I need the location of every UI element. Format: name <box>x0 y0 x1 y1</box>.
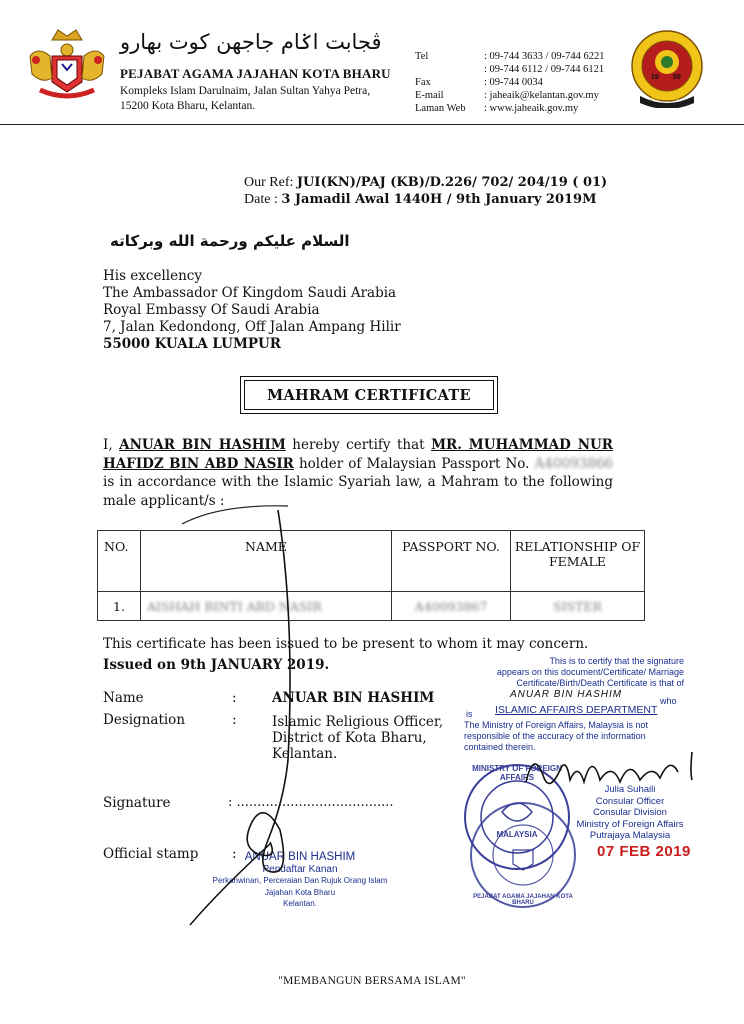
signature-line: : ...................................... <box>228 795 394 810</box>
para-text: is in accordance with the Islamic Syariah law, a Mahram to the following male applicant/s : <box>103 474 613 509</box>
stamp-colon: : <box>232 846 237 862</box>
certifier-name: ANUAR BIN HASHIM <box>119 437 286 453</box>
footer-motto: "MEMBANGUN BERSAMA ISLAM" <box>278 975 466 987</box>
designation-label: Designation <box>103 712 186 728</box>
addressee-block <box>103 268 401 353</box>
stamp-line: Kelantan. <box>283 899 317 908</box>
addressee-line: 7, Jalan Kedondong, Off Jalan Ampang Hilir <box>103 319 401 335</box>
header-divider <box>0 124 744 125</box>
officer-title: Consular Division <box>593 807 667 818</box>
office-name-jawi: ڤجابت اݢام جاجهن كوت بهارو <box>120 30 382 54</box>
contact-value: : 09-744 0034 <box>484 77 543 88</box>
seal-inner-text: MALAYSIA <box>496 830 538 839</box>
designation-line: District of Kota Bharu, <box>272 730 427 746</box>
addressee-line: 55000 KUALA LUMPUR <box>103 336 282 352</box>
mofa-who: who <box>660 696 677 706</box>
certificate-title: MAHRAM CERTIFICATE <box>244 380 494 410</box>
issued-prefix: Issued on <box>103 657 181 673</box>
cell-no: 1. <box>98 592 141 621</box>
cell-passport: A40093867 <box>392 592 511 621</box>
state-crest-logo <box>22 26 112 104</box>
designation-line: Islamic Religious Officer, <box>272 714 444 730</box>
jaheaik-emblem <box>630 28 704 108</box>
para-text: hereby certify that <box>292 437 432 453</box>
cell-relationship: SISTER <box>511 592 645 621</box>
round-stamp-text: PEJABAT AGAMA JAJAHAN KOTA BHARU <box>473 894 573 906</box>
ref-value: JUI(KN)/PAJ (KB)/D.226/ 702/ 204/19 ( 01) <box>296 175 608 190</box>
mofa-handwritten-name: ANUAR BIN HASHIM <box>510 689 623 700</box>
address-line: 15200 Kota Bharu, Kelantan. <box>120 100 256 112</box>
contact-row <box>415 50 604 63</box>
mofa-certification <box>464 656 684 689</box>
consular-officer-block <box>560 784 700 842</box>
mofa-line: appears on this document/Certificate/ Marriage <box>496 667 684 677</box>
mofa-department: ISLAMIC AFFAIRS DEPARTMENT <box>495 704 658 716</box>
para-text: I, <box>103 437 113 453</box>
contact-value: : jaheaik@kelantan.gov.my <box>484 90 599 101</box>
col-header-name: NAME <box>141 531 392 592</box>
designation-colon: : <box>232 712 237 728</box>
emblem-year-left: 19 <box>651 74 659 81</box>
reference-block <box>244 174 607 208</box>
emblem-year-right: 50 <box>673 74 681 81</box>
office-name: PEJABAT AGAMA JAJAHAN KOTA BHARU <box>120 66 391 81</box>
passport-number-redacted: A40093866 <box>534 455 614 472</box>
contact-value: : www.jaheaik.gov.my <box>484 103 579 114</box>
certifier-signature <box>160 500 310 940</box>
officer-title: Ministry of Foreign Affairs <box>576 818 684 830</box>
mofa-is: is <box>466 709 473 719</box>
officer-name: Julia Suhaili <box>604 784 656 795</box>
addressee-line: Royal Embassy Of Saudi Arabia <box>103 302 320 318</box>
mahram-name-cont: HAFIDZ BIN ABD NASIR <box>103 455 294 472</box>
date-label: Date : <box>244 192 282 207</box>
col-header-passport: PASSPORT NO. <box>392 531 511 592</box>
addressee-line: His excellency <box>103 268 202 284</box>
ref-label: Our Ref: <box>244 175 297 190</box>
mofa-date-stamp: 07 FEB 2019 <box>597 843 691 860</box>
issued-date: 9th JANUARY 2019. <box>180 657 330 673</box>
certificate-title-box <box>240 376 498 414</box>
contact-row <box>415 89 604 102</box>
contact-label: E-mail <box>415 90 444 101</box>
mahram-name: MR. MUHAMMAD NUR <box>431 437 614 453</box>
signature-label: Signature <box>103 795 171 811</box>
issued-statement: This certificate has been issued to be present to whom it may concern. <box>103 636 589 652</box>
contact-row <box>415 76 604 89</box>
name-label: Name <box>103 690 144 706</box>
salam-greeting: السلام عليكم ورحمة الله وبركاته <box>110 232 350 250</box>
date-value: 3 Jamadil Awal 1440H / 9th January 2019M <box>281 192 597 207</box>
date-line <box>244 191 607 208</box>
office-address <box>120 84 370 114</box>
officer-title: Putrajaya Malaysia <box>589 830 671 841</box>
contact-label: Tel <box>415 51 429 62</box>
contact-row <box>415 102 604 115</box>
address-line: Kompleks Islam Darulnaim, Jalan Sultan Yahya Petra, <box>120 85 371 97</box>
contact-block <box>415 50 604 115</box>
stamp-line: Perkahwinan, Perceraian Dan Rujuk Orang Islam <box>212 876 388 885</box>
contact-label: Laman Web <box>415 103 466 114</box>
mofa-line: The Ministry of Foreign Affairs, Malaysia is not <box>464 720 648 730</box>
stamp-line: Pendaftar Kanan <box>262 863 338 875</box>
col-header-no: NO. <box>98 531 141 592</box>
contact-row <box>415 63 604 76</box>
seal-outer-text: MINISTRY OF FOREIGN AFFAIRS <box>472 764 562 782</box>
contact-label <box>415 63 472 76</box>
mofa-line: contained therein. <box>464 742 536 752</box>
contact-value: : 09-744 3633 / 09-744 6221 <box>484 51 605 62</box>
mofa-line: This is to certify that the signature <box>549 656 684 666</box>
ref-line <box>244 174 607 191</box>
contact-value: : 09-744 6112 / 09-744 6121 <box>484 64 605 75</box>
mofa-line: responsible of the accuracy of the information <box>464 731 646 741</box>
designation-line: Kelantan. <box>272 746 338 762</box>
name-colon: : <box>232 690 237 706</box>
official-stamp-label: Official stamp <box>103 846 199 862</box>
stamp-line: Jajahan Kota Bharu <box>264 887 336 897</box>
para-text: holder of Malaysian Passport No. <box>293 455 530 472</box>
mofa-line: Certificate/Birth/Death Certificate is that of <box>516 678 684 688</box>
officer-title: Consular Officer <box>595 795 665 807</box>
col-header-relationship: RELATIONSHIP OF FEMALE <box>511 531 645 592</box>
contact-label: Fax <box>415 77 431 88</box>
addressee-line: The Ambassador Of Kingdom Saudi Arabia <box>103 285 397 301</box>
name-value: ANUAR BIN HASHIM <box>272 690 435 706</box>
emblem-acronym: JAHEAIK <box>650 95 679 102</box>
stamp-line: ANUAR BIN HASHIM <box>244 851 356 863</box>
cell-name: AISHAH BINTI ABD NASIR <box>141 592 392 621</box>
